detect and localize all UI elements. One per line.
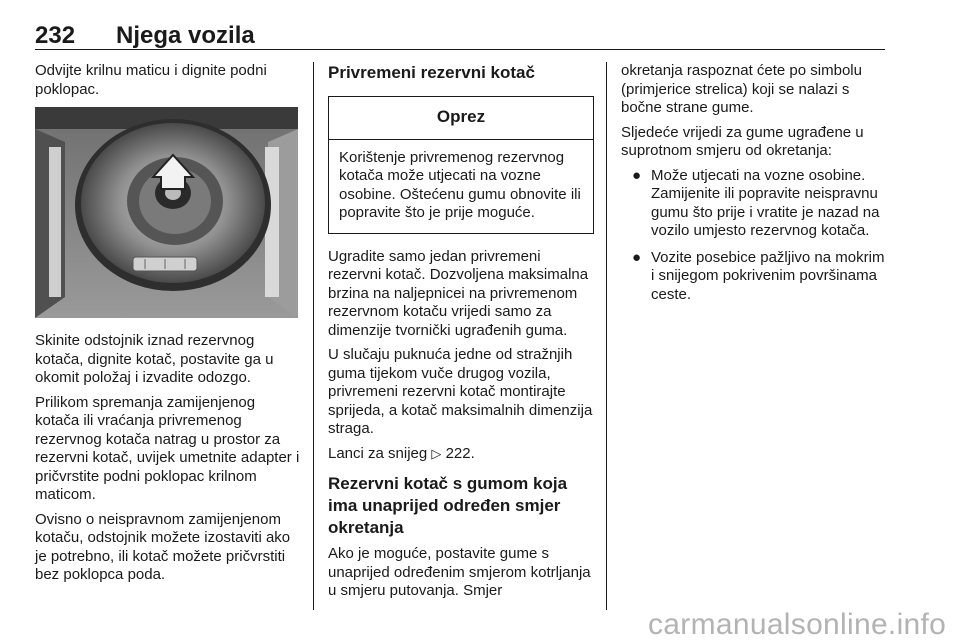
chapter-title: Njega vozila: [116, 22, 255, 49]
col2-paragraph-1: Ugradite samo jedan privremeni rezervni kotač. Dozvoljena maksimalna brzina na naljepnicei na privremenom rezervnom kotaču vrijedi samo za dimenzije tvornički ugrađenih guma.: [328, 247, 589, 339]
caution-text: Korištenje privremenog rezervnog kotača može utjecati na vozne osobine. Oštećenu gumu obnovite ili popravite što je prije moguće.: [339, 148, 581, 221]
snow-chains-page: 222.: [445, 444, 475, 462]
reference-arrow-icon: ▷: [431, 445, 442, 461]
column-1: [35, 62, 300, 591]
bullet-text: Vozite posebice pažljivo na mokrim i snijegom pokrivenim površinama ceste.: [651, 248, 885, 303]
section-title: Privremeni rezervni kotač: [328, 63, 535, 82]
bullet-icon: ●: [632, 166, 642, 184]
list-item: [621, 249, 886, 305]
bullet-icon: ●: [632, 248, 642, 266]
column-divider-2: [606, 62, 607, 610]
header-divider: [35, 49, 885, 50]
col3-paragraph-2: Sljedeće vrijedi za gume ugrađene u suprotnom smjeru od okretanja:: [621, 123, 864, 159]
watermark: carmanualsonline.info: [648, 608, 947, 641]
page-header: [35, 10, 885, 50]
column-divider-1: [313, 62, 314, 610]
col2-paragraph-3: Ako je moguće, postavite gume s unaprijed određenim smjerom kotrljanja u smjeru putovanja. Smjer: [328, 545, 591, 599]
page-number: 232: [35, 22, 76, 49]
bullet-list: [621, 167, 886, 305]
snow-chains-reference[interactable]: [328, 445, 594, 464]
bullet-text: Može utjecati na vozne osobine. Zamijenite ili popravite neispravnu gumu što prije i vratite je nazad na vozilo umjesto rezervnog kotača.: [651, 166, 880, 239]
intro-text: Odvijte krilnu maticu i dignite podni poklopac.: [35, 62, 267, 98]
col3-paragraph-1: okretanja raspoznat ćete po simbolu (primjerice strelica) koji se nalazi s bočne strane gume.: [621, 62, 862, 116]
spare-wheel-photo: [35, 107, 298, 318]
list-item: [621, 167, 886, 241]
snow-chains-text: Lanci za snijeg: [328, 444, 428, 462]
column-3: [621, 62, 886, 312]
column-2: [328, 62, 594, 607]
caution-title: Oprez: [329, 97, 593, 140]
caution-box: [328, 96, 594, 234]
col1-paragraph-3: Ovisno o neispravnom zamijenjenom kotaču, odstojnik možete izostaviti ako je potrebno, ili kotač možete pričvrstiti bez poklopca poda.: [35, 510, 291, 583]
subheading: Rezervni kotač s gumom koja ima unaprijed određen smjer okretanja: [328, 474, 568, 537]
col2-paragraph-2: U slučaju puknuća jedne od stražnjih guma tijekom vuče drugog vozila, privremeni rezervni kotač montirajte sprijeda, a kotač maksimalnih dimenzija straga.: [328, 346, 593, 437]
col1-paragraph-1: Skinite odstojnik iznad rezervnog kotača, dignite kotač, postavite ga u okomit položaj i izvadite odozgo.: [35, 332, 274, 386]
col1-paragraph-2: Prilikom spremanja zamijenjenog kotača ili vraćanja privremenog rezervnog kotača natrag u prostor za rezervni kotač, uvijek umetnite adapter i pričvrstite podni poklopac krilnom maticom.: [35, 393, 300, 503]
